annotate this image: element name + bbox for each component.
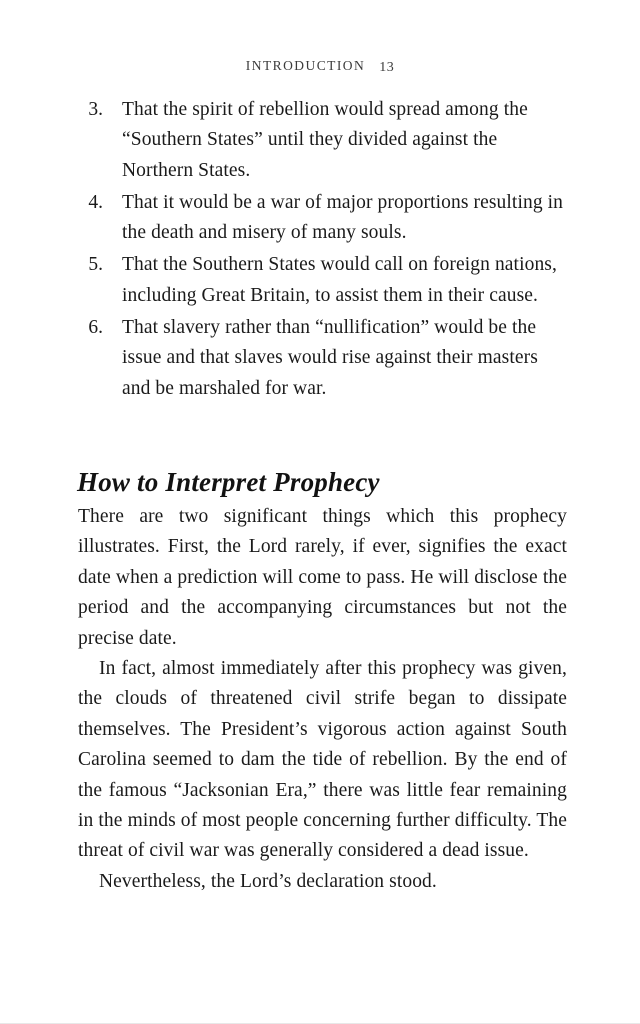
list-item-marker: 6. — [88, 317, 103, 339]
section-heading: How to Interpret Prophecy — [77, 467, 380, 498]
body-paragraph: Nevertheless, the Lord’s declaration stood. — [99, 870, 437, 892]
list-item-text: That it would be a war of major proportions resulting in the death and misery of many souls. — [122, 191, 564, 244]
list-item — [78, 313, 568, 404]
list-item-marker: 5. — [88, 254, 103, 276]
body-paragraph: There are two significant things which this prophecy illustrates. First, the Lord rarely, if ever, signifies the exact date when a prediction will come to pass. He will disclose the period and the accompanying circumstances but not the precise date. — [78, 506, 567, 649]
prophecy-list — [78, 95, 568, 406]
list-item-marker: 4. — [88, 191, 103, 213]
page-number: 13 — [379, 60, 395, 75]
list-item — [78, 250, 568, 311]
list-item-text: That the spirit of rebellion would spread among the “Southern States” until they divided against the Northern States. — [122, 99, 528, 181]
list-item-text: That the Southern States would call on foreign nations, including Great Britain, to assist them in their cause. — [122, 254, 557, 306]
list-item-marker: 3. — [88, 99, 103, 120]
running-head — [0, 58, 640, 75]
body-copy — [78, 502, 567, 897]
body-paragraph: In fact, almost immediately after this prophecy was given, the clouds of threatened civil strife began to dissipate themselves. The President’s vigorous action against South Carolina seemed to dam the tide of rebellion. By the end of the famous “Jacksonian Era,” there was little fear remaining in the minds of most people concerning further difficulty. The threat of civil war was generally considered a dead issue. — [78, 658, 567, 862]
list-item — [78, 188, 568, 249]
list-item-text: That slavery rather than “nullification” would be the issue and that slaves would rise against their masters and be marshaled for war. — [122, 317, 538, 399]
list-item — [78, 95, 568, 186]
running-head-title: INTRODUCTION — [245, 58, 366, 73]
